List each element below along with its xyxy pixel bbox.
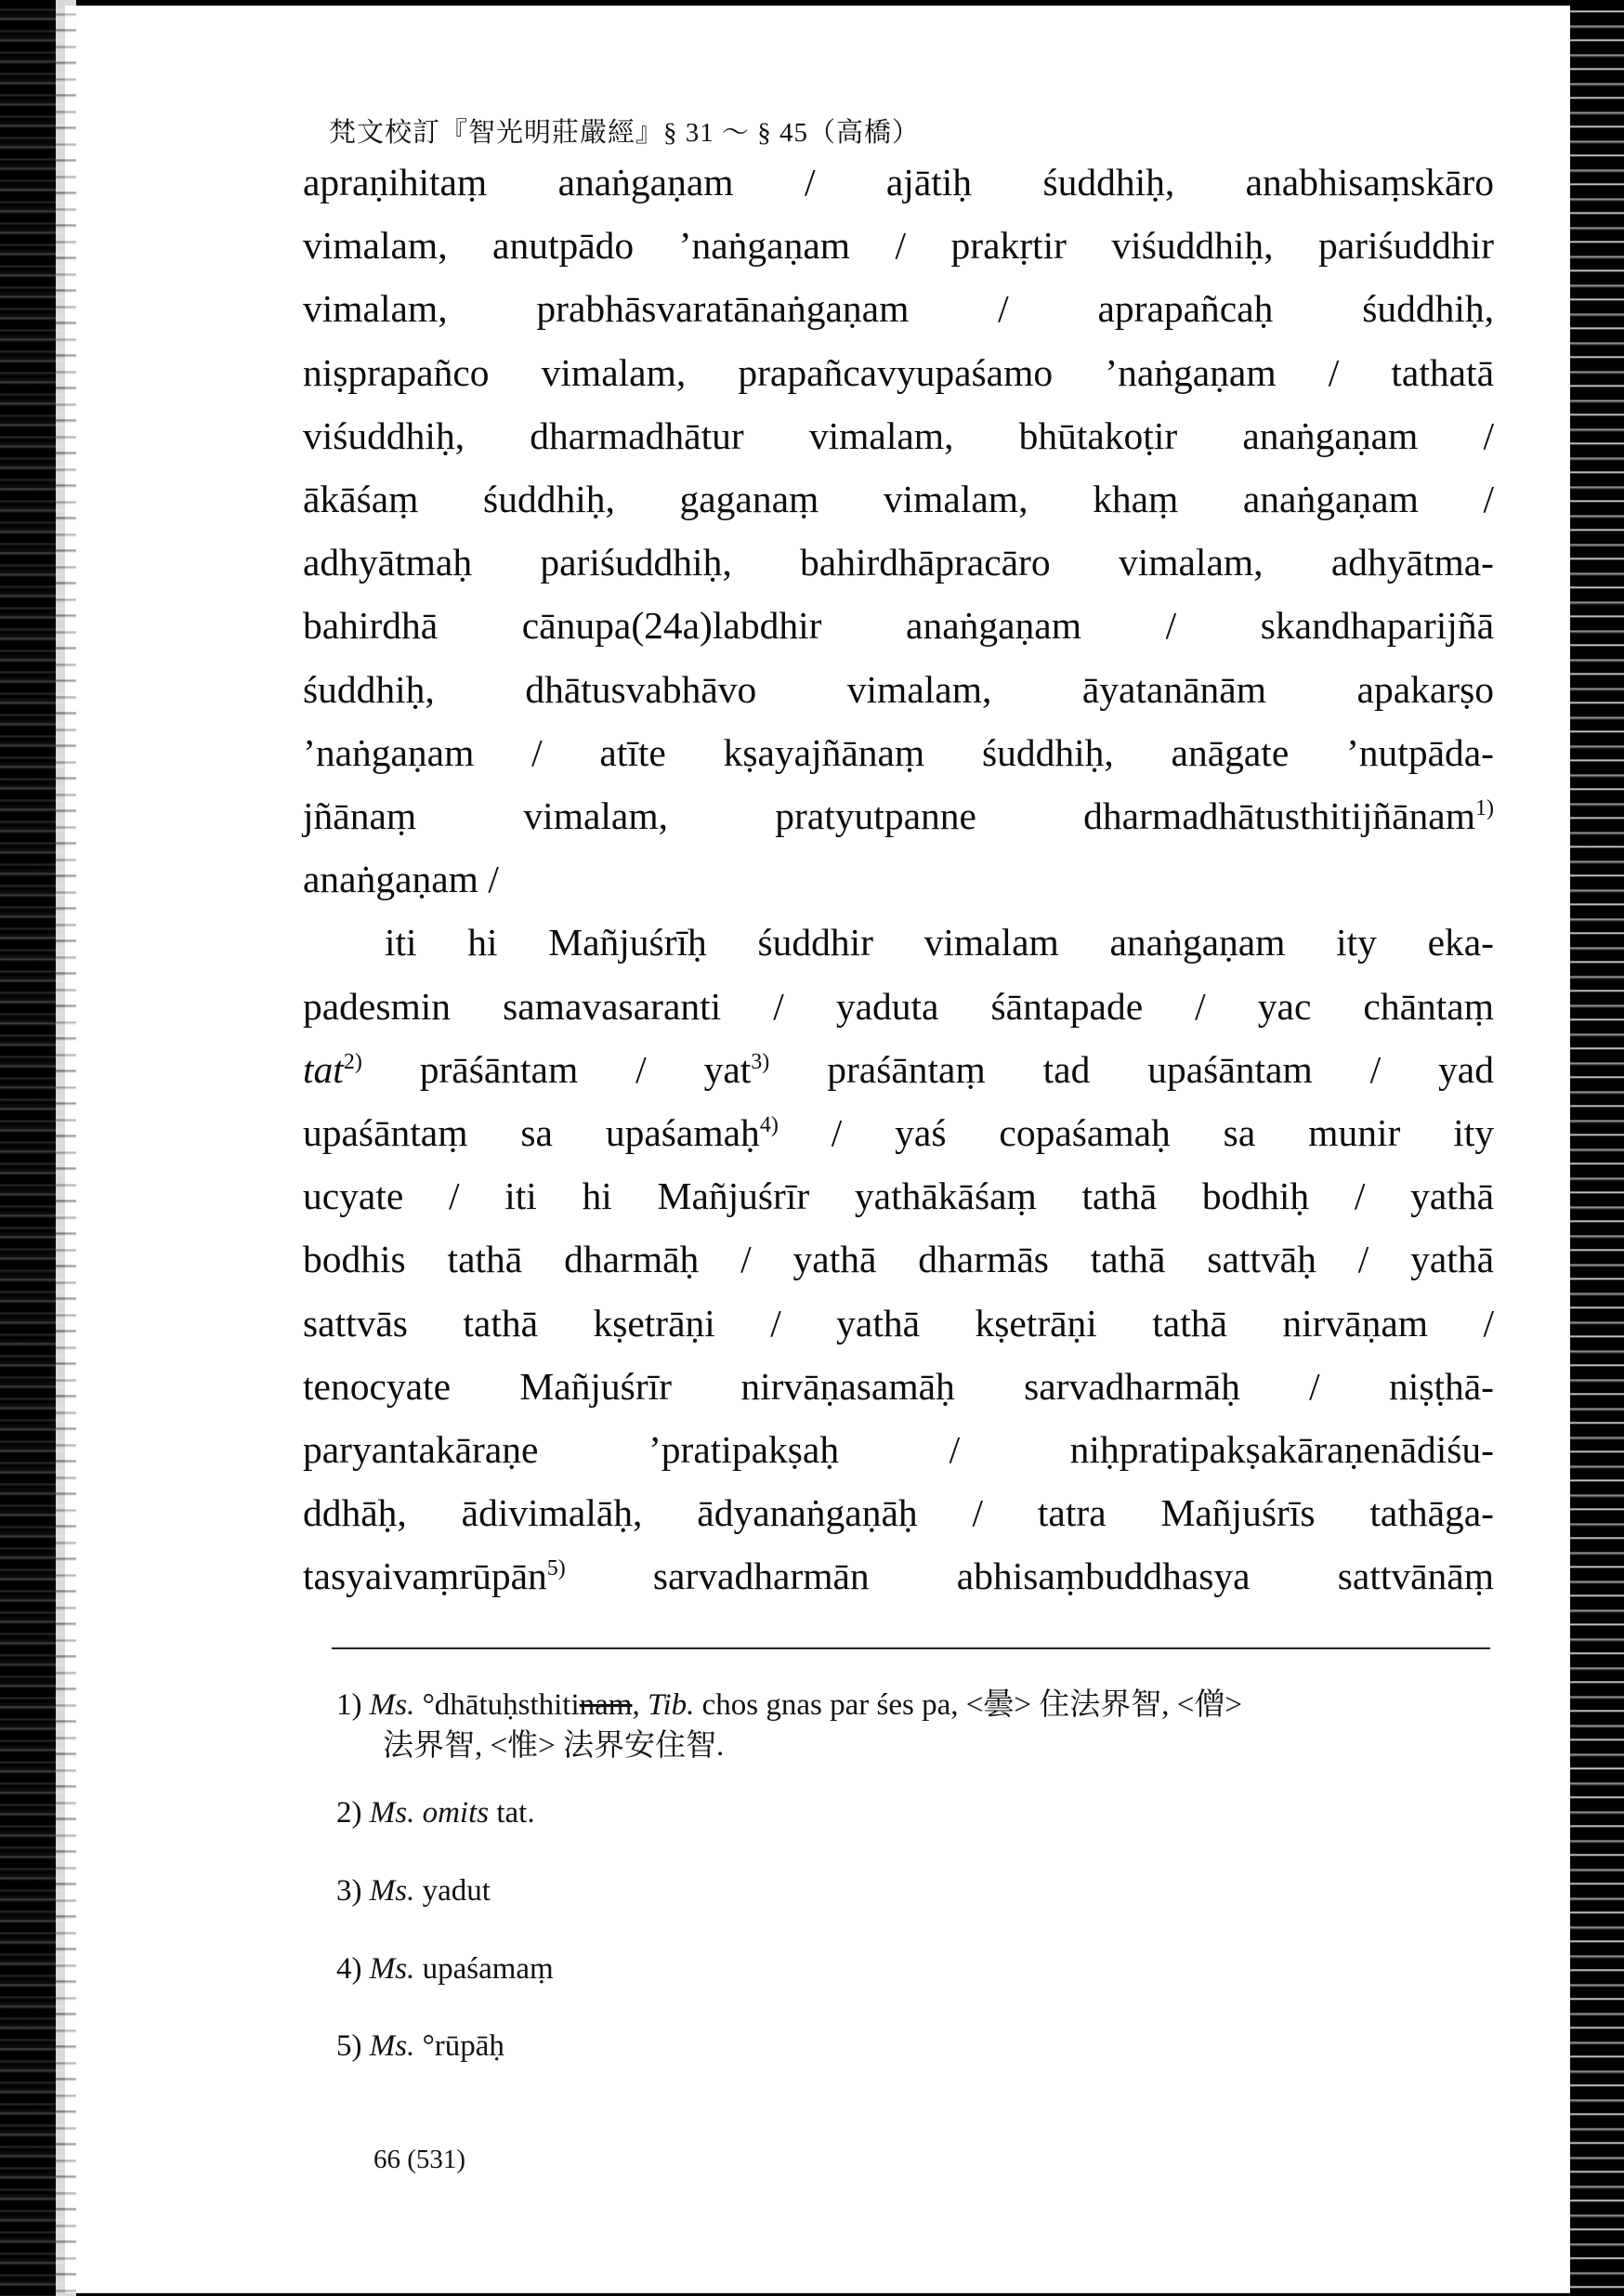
footnote-number: 4) [336,1952,362,1986]
footnote-4 [336,1952,554,1987]
text-line: sattvās tathā kṣetrāṇi / yathā kṣetrāṇi tathā nirvāṇam / [303,1301,1494,1345]
text-line: bahirdhā cānupa(24a)labdhir anaṅgaṇam / skandhaparijñā [303,604,1494,648]
footnote-text: yadut [414,1874,491,1908]
ms-abbrev: Ms. [369,1688,415,1722]
text-line: bodhis tathā dharmāḥ / yathā dharmās tathā sattvāḥ / yathā [303,1238,1494,1281]
text-line: tenocyate Mañjuśrīr nirvāṇasamāḥ sarvadharmāḥ / niṣṭhā- [303,1364,1494,1408]
ms-abbrev: Ms. [369,1796,415,1830]
footnote-number: 3) [336,1874,362,1908]
footnote-number: 2) [336,1796,362,1830]
text-line: adhyātmaḥ pariśuddhiḥ, bahirdhāpracāro vimalam, adhyātma- [303,541,1494,584]
text-line: niṣprapañco vimalam, prapañcavyupaśamo ’naṅgaṇam / tathatā [303,350,1494,394]
text-segment: jñānaṃ vimalam, pratyutpanne dharmadhātusthitijñānam [303,794,1475,838]
text-segment: upaśāntaṃ sa upaśamaḥ [303,1111,760,1155]
text-line-with-footnote [303,1544,1494,1607]
footnote-text: °rūpāḥ [414,2029,504,2063]
text-line: padesmin samavasaranti / yaduta śāntapade / yac chāntaṃ [303,984,1494,1028]
footnote-ref-3[interactable]: 3) [751,1050,770,1075]
text-segment: prāśāntam / yat [419,1047,752,1091]
scan-left-edge-noise [56,0,76,2296]
page-number: 66 (531) [373,2145,466,2174]
text-line: viśuddhiḥ, dharmadhātur vimalam, bhūtakoṭir anaṅgaṇam / [303,413,1494,457]
footnote-ref-4[interactable]: 4) [759,1113,779,1138]
footnote-1 [336,1680,1242,1724]
running-head: 梵文校訂『智光明莊嚴經』§ 31 ～ § 45（高橋） [329,118,921,148]
footnote-1-continuation: 法界智, <惟> 法界安住智. [383,1729,725,1763]
footnote-3 [336,1874,491,1909]
ms-abbrev: Ms. [369,1952,415,1986]
struck-text: nam [579,1688,633,1722]
footnote-text: upaśamaṃ [414,1952,554,1986]
paragraph-start-line: iti hi Mañjuśrīḥ śuddhir vimalam anaṅgaṇam ity eka- [385,921,1494,964]
text-segment: / yaś copaśamaḥ sa munir ity [831,1111,1495,1155]
footnote-rule [332,1647,1490,1649]
text-line-with-footnotes [303,1038,1494,1101]
footnote-number: 5) [336,2029,362,2063]
footnote-ref-2[interactable]: 2) [343,1050,362,1075]
footnote-text: °dhātuḥsthiti [422,1688,580,1722]
text-line: apraṇihitaṃ anaṅgaṇam / ajātiḥ śuddhiḥ, anabhisaṃskāro [303,161,1494,203]
text-line-with-footnote [303,784,1494,847]
footnote-2 [336,1796,535,1830]
ms-abbrev: Ms. [369,1874,415,1908]
scan-right-edge [1570,0,1624,2296]
text-segment: praśāntaṃ tad upaśāntam / yad [827,1047,1494,1091]
text-line: ucyate / iti hi Mañjuśrīr yathākāśaṃ tathā bodhiḥ / yathā [303,1174,1494,1218]
text-line-with-footnote [303,1101,1494,1164]
footnote-text: chos gnas par śes pa, <曇> 住法界智, <僧> [694,1688,1242,1722]
ms-abbrev: Ms. [369,2029,415,2063]
text-segment: sarvadharmān abhisaṃbuddhasya sattvānāṃ [652,1555,1494,1598]
text-line: ākāśaṃ śuddhiḥ, gaganaṃ vimalam, khaṃ anaṅgaṇam / [303,478,1494,521]
tib-abbrev: Tib. [647,1688,695,1722]
text-line: ddhāḥ, ādivimalāḥ, ādyanaṅgaṇāḥ / tatra Mañjuśrīs tathāga- [303,1491,1494,1535]
text-line: paryantakāraṇe ’pratipakṣaḥ / niḥpratipakṣakāraṇenādiśu- [303,1428,1494,1472]
footnote-5 [336,2029,504,2064]
footnote-ref-1[interactable]: 1) [1475,796,1494,821]
omits-word: omits [422,1796,490,1830]
footnote-ref-5[interactable]: 5) [546,1556,566,1581]
text-line: vimalam, anutpādo ’naṅgaṇam / prakṛtir viśuddhiḥ, pariśuddhir [303,224,1494,268]
footnote-text: , [632,1688,648,1722]
text-line: ’naṅgaṇam / atīte kṣayajñānaṃ śuddhiḥ, anāgate ’nutpāda- [303,730,1494,774]
footnote-number: 1) [336,1688,362,1722]
italic-tat: tat [303,1047,344,1091]
footnote-text: tat. [489,1796,535,1830]
text-line: anaṅgaṇam / [303,858,499,901]
text-line: vimalam, prabhāsvaratānaṅgaṇam / aprapañcaḥ śuddhiḥ, [303,287,1494,331]
main-text [303,151,1494,1608]
text-line: śuddhiḥ, dhātusvabhāvo vimalam, āyatanānām apakarṣo [303,667,1494,711]
text-segment: tasyaivaṃrūpān [303,1555,547,1598]
